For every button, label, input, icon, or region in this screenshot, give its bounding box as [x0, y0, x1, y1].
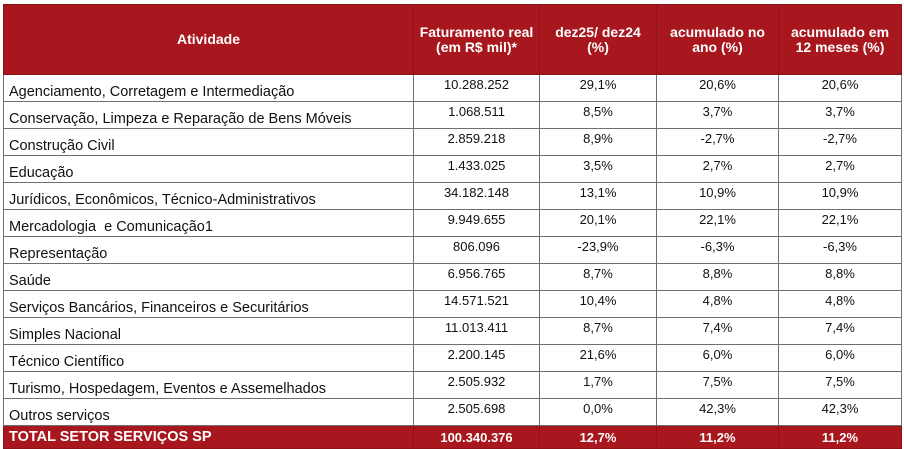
activity-cell: Agenciamento, Corretagem e Intermediação — [4, 75, 414, 102]
twelve-cell: 22,1% — [779, 210, 902, 237]
twelve-cell: 7,4% — [779, 318, 902, 345]
ytd-cell: 7,5% — [657, 372, 779, 399]
twelve-cell: 20,6% — [779, 75, 902, 102]
monthly-cell: 8,7% — [540, 264, 657, 291]
table-row — [4, 156, 902, 183]
ytd-cell: -6,3% — [657, 237, 779, 264]
monthly-cell: -23,9% — [540, 237, 657, 264]
table-row — [4, 345, 902, 372]
total-revenue-cell: 100.340.376 — [414, 426, 540, 449]
header-revenue: Faturamento real (em R$ mil)* — [414, 5, 540, 75]
activity-cell: Construção Civil — [4, 129, 414, 156]
twelve-cell: 7,5% — [779, 372, 902, 399]
total-activity-cell: TOTAL SETOR SERVIÇOS SP — [4, 426, 414, 449]
twelve-cell: 4,8% — [779, 291, 902, 318]
total-row — [4, 426, 902, 449]
table-row — [4, 291, 902, 318]
header-row — [4, 5, 902, 75]
ytd-cell: 8,8% — [657, 264, 779, 291]
monthly-cell: 21,6% — [540, 345, 657, 372]
revenue-cell: 6.956.765 — [414, 264, 540, 291]
ytd-cell: 6,0% — [657, 345, 779, 372]
ytd-cell: 4,8% — [657, 291, 779, 318]
header-twelve-months: acumulado em 12 meses (%) — [779, 5, 902, 75]
ytd-cell: 10,9% — [657, 183, 779, 210]
ytd-cell: 2,7% — [657, 156, 779, 183]
twelve-cell: 2,7% — [779, 156, 902, 183]
table-row — [4, 129, 902, 156]
revenue-cell: 11.013.411 — [414, 318, 540, 345]
monthly-cell: 8,5% — [540, 102, 657, 129]
services-revenue-table — [3, 4, 902, 449]
table-row — [4, 183, 902, 210]
twelve-cell: 42,3% — [779, 399, 902, 426]
header-monthly-change: dez25/ dez24 (%) — [540, 5, 657, 75]
twelve-cell: 10,9% — [779, 183, 902, 210]
twelve-cell: -6,3% — [779, 237, 902, 264]
table-row — [4, 102, 902, 129]
ytd-cell: 7,4% — [657, 318, 779, 345]
monthly-cell: 8,7% — [540, 318, 657, 345]
total-ytd-cell: 11,2% — [657, 426, 779, 449]
monthly-cell: 20,1% — [540, 210, 657, 237]
header-ytd: acumulado no ano (%) — [657, 5, 779, 75]
ytd-cell: 20,6% — [657, 75, 779, 102]
ytd-cell: 22,1% — [657, 210, 779, 237]
monthly-cell: 10,4% — [540, 291, 657, 318]
activity-cell: Representação — [4, 237, 414, 264]
revenue-cell: 1.068.511 — [414, 102, 540, 129]
revenue-cell: 1.433.025 — [414, 156, 540, 183]
monthly-cell: 1,7% — [540, 372, 657, 399]
twelve-cell: 3,7% — [779, 102, 902, 129]
revenue-cell: 10.288.252 — [414, 75, 540, 102]
ytd-cell: 3,7% — [657, 102, 779, 129]
total-monthly-cell: 12,7% — [540, 426, 657, 449]
revenue-cell: 2.859.218 — [414, 129, 540, 156]
activity-cell: Técnico Científico — [4, 345, 414, 372]
activity-cell: Conservação, Limpeza e Reparação de Bens Móveis — [4, 102, 414, 129]
revenue-cell: 2.200.145 — [414, 345, 540, 372]
table-row — [4, 75, 902, 102]
revenue-cell: 9.949.655 — [414, 210, 540, 237]
revenue-cell: 2.505.932 — [414, 372, 540, 399]
twelve-cell: -2,7% — [779, 129, 902, 156]
revenue-cell: 2.505.698 — [414, 399, 540, 426]
revenue-cell: 14.571.521 — [414, 291, 540, 318]
activity-cell: Turismo, Hospedagem, Eventos e Assemelhados — [4, 372, 414, 399]
activity-cell: Saúde — [4, 264, 414, 291]
header-activity: Atividade — [4, 5, 414, 75]
table-body — [4, 75, 902, 426]
activity-cell: Educação — [4, 156, 414, 183]
table-row — [4, 372, 902, 399]
table-row — [4, 237, 902, 264]
table-row — [4, 264, 902, 291]
table-row — [4, 210, 902, 237]
monthly-cell: 13,1% — [540, 183, 657, 210]
activity-cell: Simples Nacional — [4, 318, 414, 345]
ytd-cell: 42,3% — [657, 399, 779, 426]
ytd-cell: -2,7% — [657, 129, 779, 156]
monthly-cell: 8,9% — [540, 129, 657, 156]
monthly-cell: 3,5% — [540, 156, 657, 183]
revenue-cell: 34.182.148 — [414, 183, 540, 210]
table-row — [4, 318, 902, 345]
activity-cell: Serviços Bancários, Financeiros e Securitários — [4, 291, 414, 318]
services-table-container — [3, 4, 901, 445]
monthly-cell: 29,1% — [540, 75, 657, 102]
activity-cell: Mercadologia e Comunicação1 — [4, 210, 414, 237]
total-twelve-cell: 11,2% — [779, 426, 902, 449]
revenue-cell: 806.096 — [414, 237, 540, 264]
activity-cell: Jurídicos, Econômicos, Técnico-Administrativos — [4, 183, 414, 210]
twelve-cell: 8,8% — [779, 264, 902, 291]
activity-cell: Outros serviços — [4, 399, 414, 426]
twelve-cell: 6,0% — [779, 345, 902, 372]
table-row — [4, 399, 902, 426]
monthly-cell: 0,0% — [540, 399, 657, 426]
